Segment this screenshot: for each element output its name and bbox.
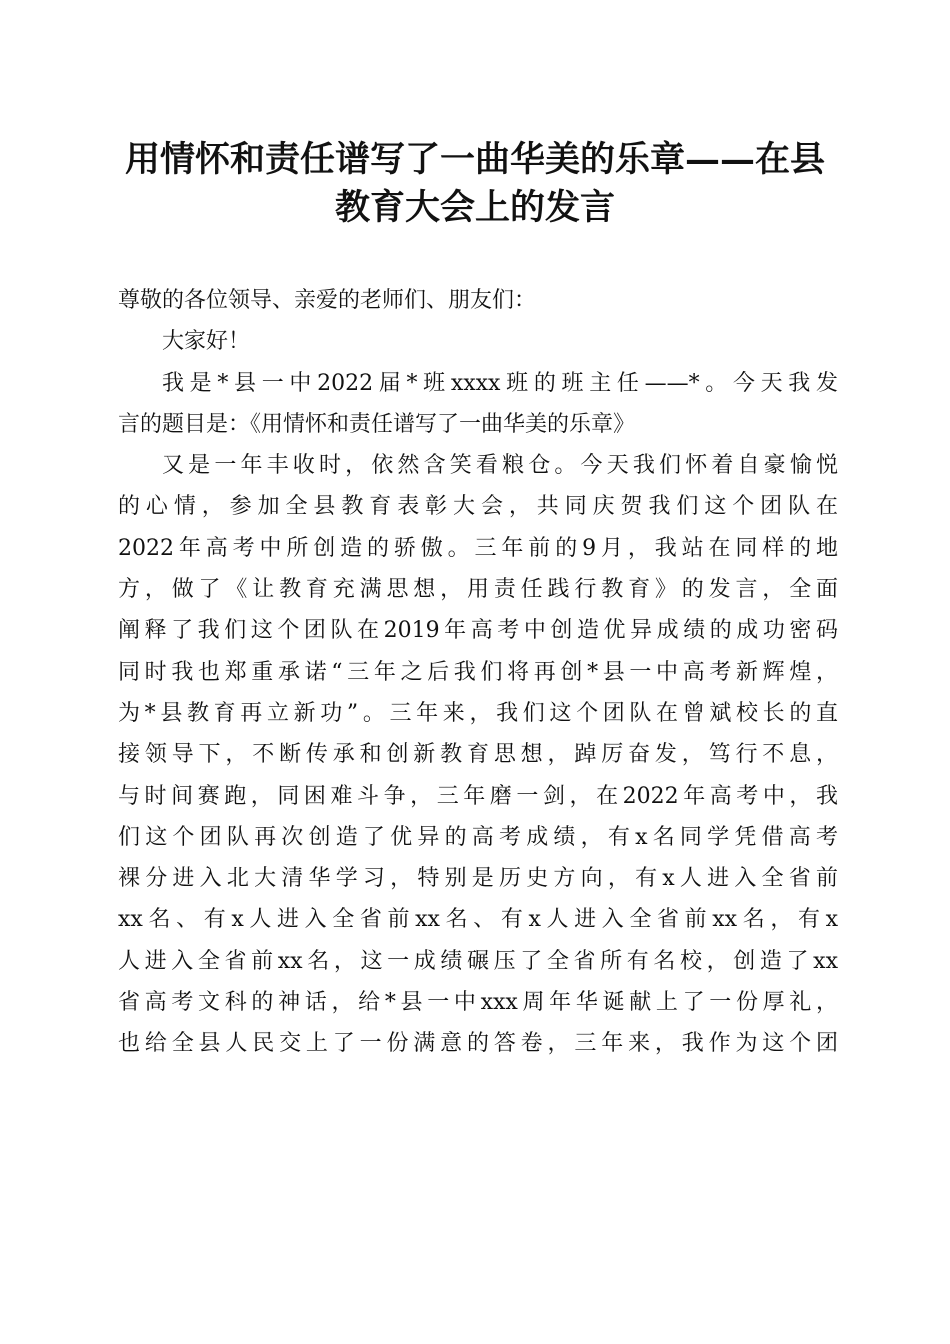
- title-line-2: 教育大会上的发言: [334, 187, 615, 228]
- greeting-line: 大家好！: [162, 329, 251, 355]
- body-line: 为*县教育再立新功”。三年来，我们这个团队在曾斌校长的直: [118, 700, 838, 726]
- body-line: 人进入全省前xx名，这一成绩碾压了全省所有名校，创造了xx: [118, 948, 838, 974]
- body-line: 接领导下，不断传承和创新教育思想，踔厉奋发，笃行不息，: [118, 742, 838, 768]
- body-line: 我是*县一中2022届*班xxxx班的班主任——*。今天我发: [162, 370, 838, 396]
- document-title: [100, 136, 850, 232]
- body-line: 言的题目是：《用情怀和责任谱写了一曲华美的乐章》: [118, 411, 636, 437]
- body-line: xx名、有x人进入全省前xx名、有x人进入全省前xx名，有x: [118, 907, 838, 933]
- title-line-1: 用情怀和责任谱写了一曲华美的乐章——在县: [124, 139, 825, 180]
- salutation-line: 尊敬的各位领导、亲爱的老师们、朋友们：: [118, 288, 537, 313]
- body-line: 阐释了我们这个团队在2019年高考中创造优异成绩的成功密码: [118, 618, 838, 644]
- body-line: 与时间赛跑，同困难斗争，三年磨一剑，在2022年高考中，我: [118, 783, 838, 809]
- document-body: [118, 280, 838, 1065]
- body-line: 同时我也郑重承诺“三年之后我们将再创*县一中高考新辉煌，: [118, 659, 838, 685]
- body-line: 也给全县人民交上了一份满意的答卷，三年来，我作为这个团: [118, 1031, 838, 1057]
- body-line: 们这个团队再次创造了优异的高考成绩，有x名同学凭借高考: [118, 824, 838, 850]
- body-line: 省高考文科的神话，给*县一中xxx周年华诞献上了一份厚礼，: [118, 990, 838, 1016]
- body-line: 2022年高考中所创造的骄傲。三年前的9月，我站在同样的地: [118, 535, 838, 561]
- body-line: 又是一年丰收时，依然含笑看粮仓。今天我们怀着自豪愉悦: [162, 453, 838, 479]
- body-line: 裸分进入北大清华学习，特别是历史方向，有x人进入全省前: [118, 866, 838, 892]
- body-line: 的心情，参加全县教育表彰大会，共同庆贺我们这个团队在: [118, 494, 838, 520]
- body-line: 方，做了《让教育充满思想，用责任践行教育》的发言，全面: [118, 577, 838, 603]
